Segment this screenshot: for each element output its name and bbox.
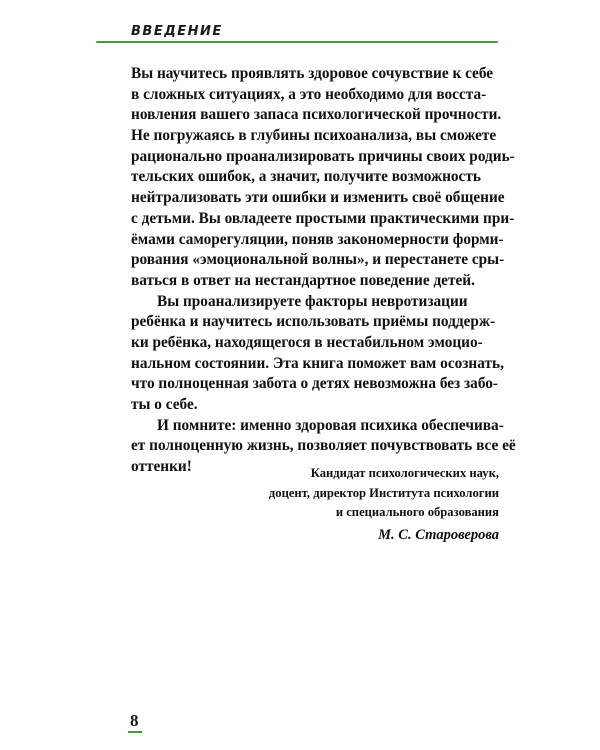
text-line: тельских ошибок, а значит, получите возможность bbox=[131, 168, 481, 186]
author-credential-line: и специального образования bbox=[335, 505, 499, 519]
header-divider bbox=[96, 41, 498, 43]
text-line: Вы проанализируете факторы невротизации bbox=[157, 292, 468, 310]
text-line: ки ребёнка, находящегося в нестабильном эмоцио- bbox=[131, 333, 483, 351]
text-line: ёмами саморегуляции, поняв закономерности форми- bbox=[131, 230, 504, 248]
text-line: рационально проанализировать причины своих родиь- bbox=[131, 147, 515, 165]
text-line: что полноценная забота о детях невозможна без забо- bbox=[131, 375, 499, 393]
text-line: ребёнка и научитесь использовать приёмы поддерж- bbox=[131, 313, 496, 331]
author-credential-line: Кандидат психологических наук, bbox=[310, 466, 499, 480]
text-line: И помните: именно здоровая психика обеспечива- bbox=[157, 416, 504, 434]
text-line: ваться в ответ на нестандартное поведение детей. bbox=[131, 271, 475, 289]
text-line: Вы научитесь проявлять здоровое сочувствие к себе bbox=[131, 65, 494, 82]
page-number: 8 bbox=[130, 711, 139, 730]
text-line: оттенки! bbox=[131, 458, 192, 476]
author-credential-line: доцент, директор Института психологии bbox=[268, 485, 499, 500]
page-number-underline bbox=[128, 731, 142, 733]
author-name: М. С. Староверова bbox=[378, 526, 499, 543]
text-line: рования «эмоциональной волны», и перестанете сры- bbox=[131, 251, 505, 269]
text-line: ты о себе. bbox=[131, 396, 198, 413]
text-line: новления вашего запаса психологической прочности. bbox=[131, 106, 502, 124]
author-signature bbox=[230, 464, 499, 546]
body-text bbox=[131, 64, 516, 478]
text-line: нальном состоянии. Эта книга поможет вам осознать, bbox=[131, 354, 504, 372]
section-title: ВВЕДЕНИЕ bbox=[131, 24, 223, 39]
text-line: Не погружаясь в глубины психоанализа, вы сможете bbox=[131, 127, 497, 145]
text-line: нейтрализовать эти ошибки и изменить своё общение bbox=[131, 189, 505, 207]
text-line: ет полноценную жизнь, позволяет почувствовать все её bbox=[131, 437, 516, 455]
text-line: с детьми. Вы овладеете простыми практическими при- bbox=[131, 209, 515, 227]
text-line: в сложных ситуациях, а это необходимо для восста- bbox=[131, 85, 487, 103]
